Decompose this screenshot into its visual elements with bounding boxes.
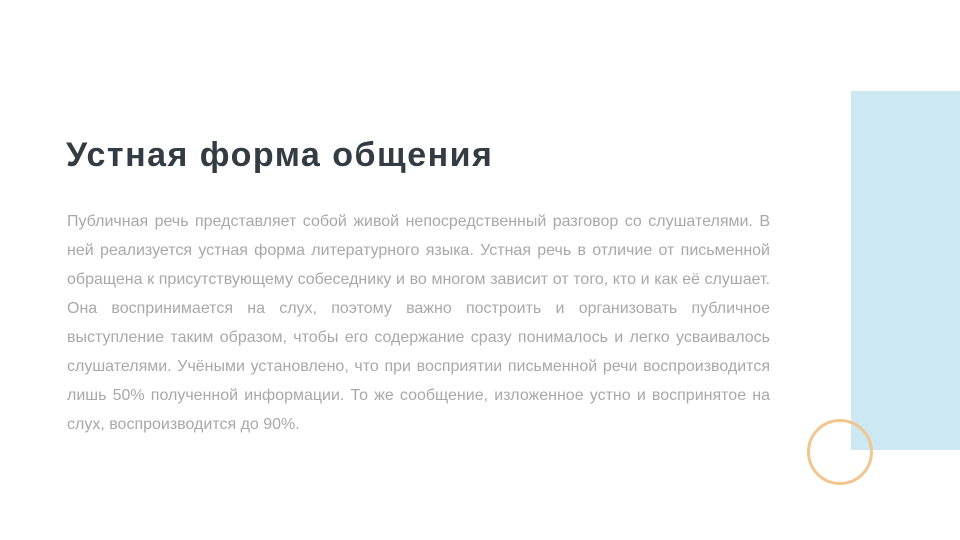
slide-title: Устная форма общения (66, 135, 494, 174)
accent-rectangle (851, 91, 960, 450)
slide-body-text: Публичная речь представляет собой живой непосредственный разговор со слушателями. В ней реализуется устная форма литературного языка. Устная речь в отличие от письменной обращена к присутствующему собеседнику и во многом зависит от того, кто и как её слушает. Она воспринимается на слух, поэтому важно построить и организовать публичное выступление таким образом, чтобы его содержание сразу понималось и легко усваивалось слушателями. Учёными установлено, что при восприятии письменной речи воспроизводится лишь 50% полученной информации. То же сообщение, изложенное устно и воспринятое на слух, воспроизводится до 90%. (67, 213, 770, 433)
decorative-circle (807, 419, 873, 485)
